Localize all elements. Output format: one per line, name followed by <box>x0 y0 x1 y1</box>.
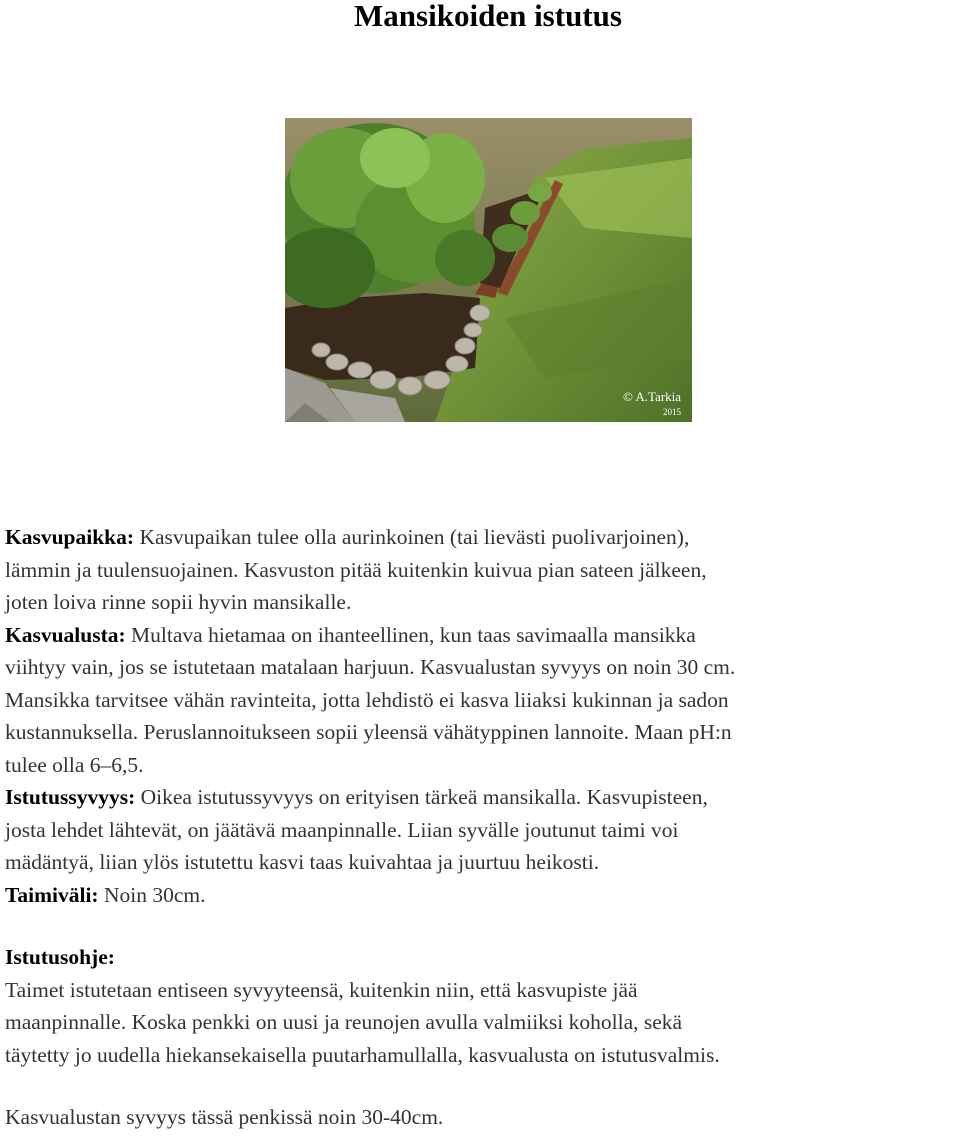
istutusohje-heading: Istutusohje: <box>5 945 115 969</box>
kasvualusta-line-5: tulee olla 6–6,5. <box>5 752 144 777</box>
istutussyvyys-line-2: josta lehdet lähtevät, on jäätävä maanpinnalle. Liian syvälle joutunut taimi voi <box>5 817 679 842</box>
istutussyvyys-label: Istutussyvyys: <box>5 785 136 809</box>
istutusohje-line-2: maanpinnalle. Koska penkki on uusi ja reunojen avulla valmiiksi koholla, sekä <box>5 1010 683 1034</box>
article-body <box>5 521 960 1134</box>
istutusohje-line-1: Taimet istutetaan entiseen syvyyteensä, kuitenkin niin, että kasvupiste jää <box>5 977 638 1002</box>
kasvupaikka-label: Kasvupaikka: <box>5 525 135 549</box>
photo-watermark-year: 2015 <box>663 407 681 417</box>
kasvualusta-label: Kasvualusta: <box>5 622 126 647</box>
istutusohje-line-3: täytetty jo uudella hiekansekaisella puutarhamullalla, kasvualusta on istutusvalmis. <box>5 1042 720 1067</box>
photo-watermark-name: © A.Tarkia <box>623 389 682 404</box>
kasvupaikka-line-1: Kasvupaikka: Kasvupaikan tulee olla aurinkoinen (tai lievästi puolivarjoinen), <box>5 525 690 549</box>
kasvualusta-line-4: kustannuksella. Peruslannoitukseen sopii yleensä vähätyppinen lannoite. Maan pH:n <box>5 720 732 744</box>
kasvupaikka-line-3: joten loiva rinne sopii hyvin mansikalle. <box>5 590 352 614</box>
taimivali-label: Taimiväli: <box>5 882 99 907</box>
istutussyvyys-line-1: Istutussyvyys: Oikea istutussyvyys on erityisen tärkeä mansikalla. Kasvupisteen, <box>5 785 708 809</box>
kasvualusta-line-2: viihtyy vain, jos se istutetaan matalaan harjuun. Kasvualustan syvyys on noin 30 cm. <box>5 655 736 679</box>
page-title: Mansikoiden istutus <box>354 0 622 33</box>
garden-bed-photo <box>285 118 692 422</box>
kasvualusta-line-1: Kasvualusta: Multava hietamaa on ihanteellinen, kun taas savimaalla mansikka <box>5 622 696 647</box>
istutussyvyys-line-3: mädäntyä, liian ylös istutettu kasvi taas kuivahtaa ja juurtuu heikosti. <box>5 850 600 874</box>
taimivali-line: Taimiväli: Noin 30cm. <box>5 882 206 907</box>
kasvualusta-line-3: Mansikka tarvitsee vähän ravinteita, jotta lehdistö ei kasva liiaksi kukinnan ja sadon <box>5 687 729 712</box>
kasvupaikka-line-2: lämmin ja tuulensuojainen. Kasvuston pitää kuitenkin kuivua pian sateen jälkeen, <box>5 557 707 582</box>
footer-text: Kasvualustan syvyys tässä penkissä noin 30-40cm. <box>5 1105 444 1129</box>
